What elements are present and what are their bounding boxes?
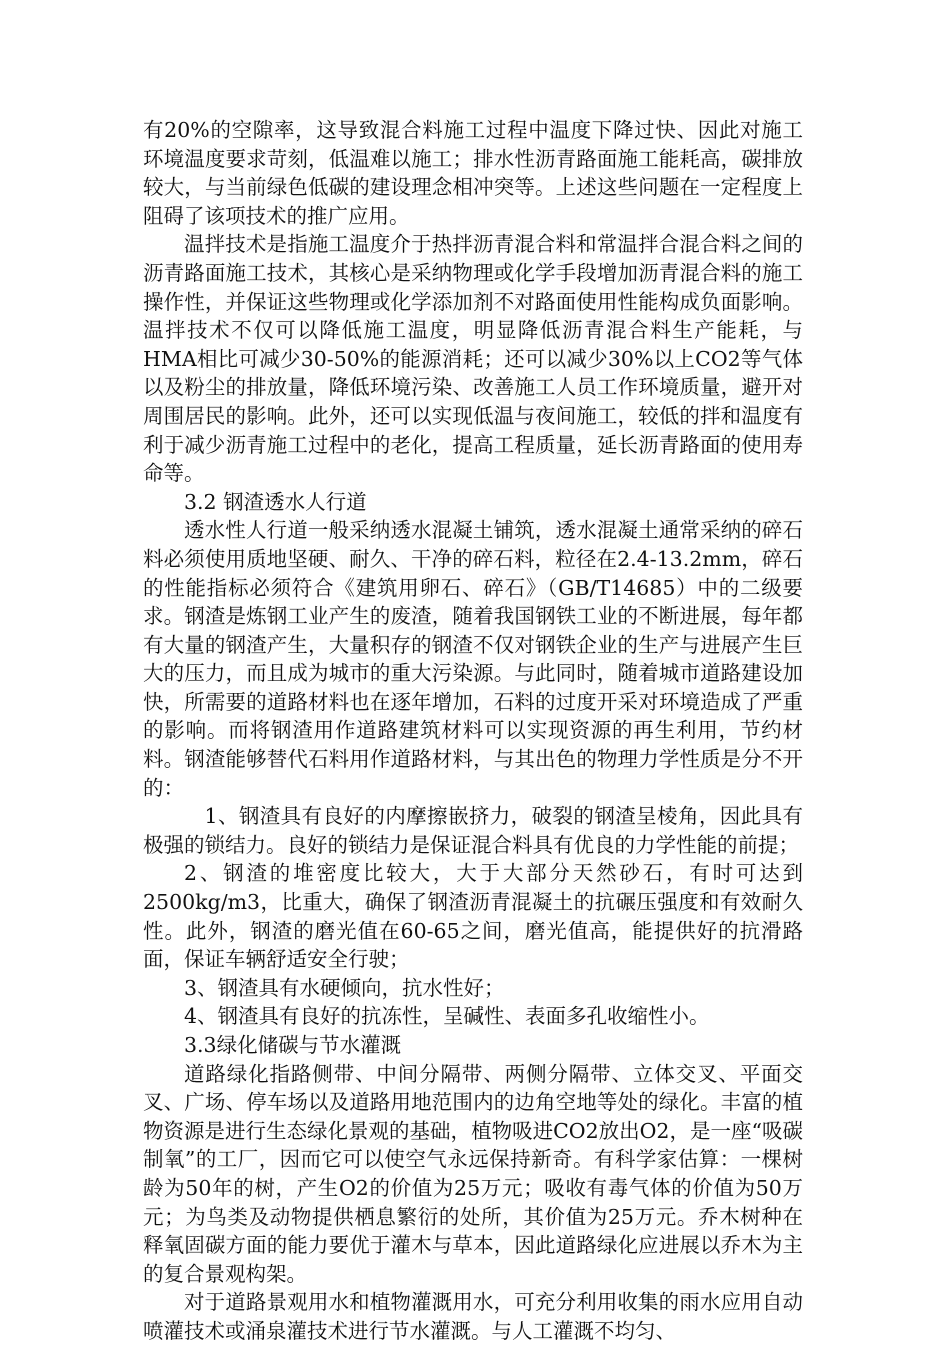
paragraph-porous-asphalt-drawbacks: 有20%的空隙率，这导致混合料施工过程中温度下降过快、因此对施工环境温度要求苛刻，低温难以施工；排水性沥青路面施工能耗高，碳排放较大，与当前绿色低碳的建设理念相冲突等。上述这些问题在一定程度上阻碍了该项技术的推广应用。 [143, 118, 803, 228]
section-heading-3-2: 3.2 钢渣透水人行道 [184, 489, 367, 514]
paragraph-warm-mix-technology: 温拌技术是指施工温度介于热拌沥青混合料和常温拌合混合料之间的沥青路面施工技术，其核心是采纳物理或化学手段增加沥青混合料的施工操作性，并保证这些物理或化学添加剂不对路面使用性能构成负面影响。温拌技术不仅可以降低施工温度，明显降低沥青混合料生产能耗，与HMA相比可减少30-50%的能源消耗；还可以减少30%以上CO2等气体以及粉尘的排放量，降低环境污染、改善施工人员工作环境质量，避开对周围居民的影响。此外，还可以实现低温与夜间施工，较低的拌和温度有利于减少沥青施工过程中的老化，提高工程质量，延长沥青路面的使用寿命等。 [143, 232, 803, 486]
list-item-2: 2、钢渣的堆密度比较大，大于大部分天然砂石，有时可达到2500kg/m3，比重大，确保了钢渣沥青混凝土的抗碾压强度和有效耐久性。此外，钢渣的磨光值在60-65之间，磨光值高，能提供好的抗滑路面，保证车辆舒适安全行驶； [143, 861, 803, 972]
document-page [143, 116, 803, 1346]
section-heading-3-3: 3.3绿化储碳与节水灌溉 [184, 1033, 402, 1057]
list-item-1: 1、钢渣具有良好的内摩擦嵌挤力，破裂的钢渣呈棱角，因此具有极强的锁结力。良好的锁结力是保证混合料具有优良的力学性能的前提； [143, 804, 803, 857]
paragraph-steel-slag-sidewalk: 透水性人行道一般采纳透水混凝土铺筑，透水混凝土通常采纳的碎石料必须使用质地坚硬、耐久、干净的碎石料，粒径在2.4-13.2mm，碎石的性能指标必须符合《建筑用卵石、碎石》（GB/T14685）中的二级要求。钢渣是炼钢工业产生的废渣，随着我国钢铁工业的不断进展，每年都有大量的钢渣产生，大量积存的钢渣不仅对钢铁企业的生产与进展产生巨大的压力，而且成为城市的重大污染源。与此同时，随着城市道路建设加快，所需要的道路材料也在逐年增加，石料的过度开采对环境造成了严重的影响。而将钢渣用作道路建筑材料可以实现资源的再生利用，节约材料。钢渣能够替代石料用作道路材料，与其出色的物理力学性质是分不开的： [143, 518, 803, 800]
list-item-4: 4、钢渣具有良好的抗冻性，呈碱性、表面多孔收缩性小。 [184, 1004, 710, 1029]
paragraph-road-greening: 道路绿化指路侧带、中间分隔带、两侧分隔带、立体交叉、平面交叉、广场、停车场以及道路用地范围内的边角空地等处的绿化。丰富的植物资源是进行生态绿化景观的基础，植物吸进CO2放出O2，是一座“吸碳制氧”的工厂，因而它可以使空气永远保持新奇。有科学家估算：一棵树龄为50年的树，产生O2的价值为25万元；吸收有毒气体的价值为50万元；为鸟类及动物提供栖息繁衍的处所，其价值为25万元。乔木树种在释氧固碳方面的能力要优于灌木与草本，因此道路绿化应进展以乔木为主的复合景观构架。 [143, 1061, 803, 1286]
list-item-3: 3、钢渣具有水硬倾向，抗水性好； [184, 975, 505, 1000]
paragraph-water-saving-irrigation: 对于道路景观用水和植物灌溉用水，可充分利用收集的雨水应用自动喷灌技术或涌泉灌技术进行节水灌溉。与人工灌溉不均匀、 [143, 1290, 803, 1343]
